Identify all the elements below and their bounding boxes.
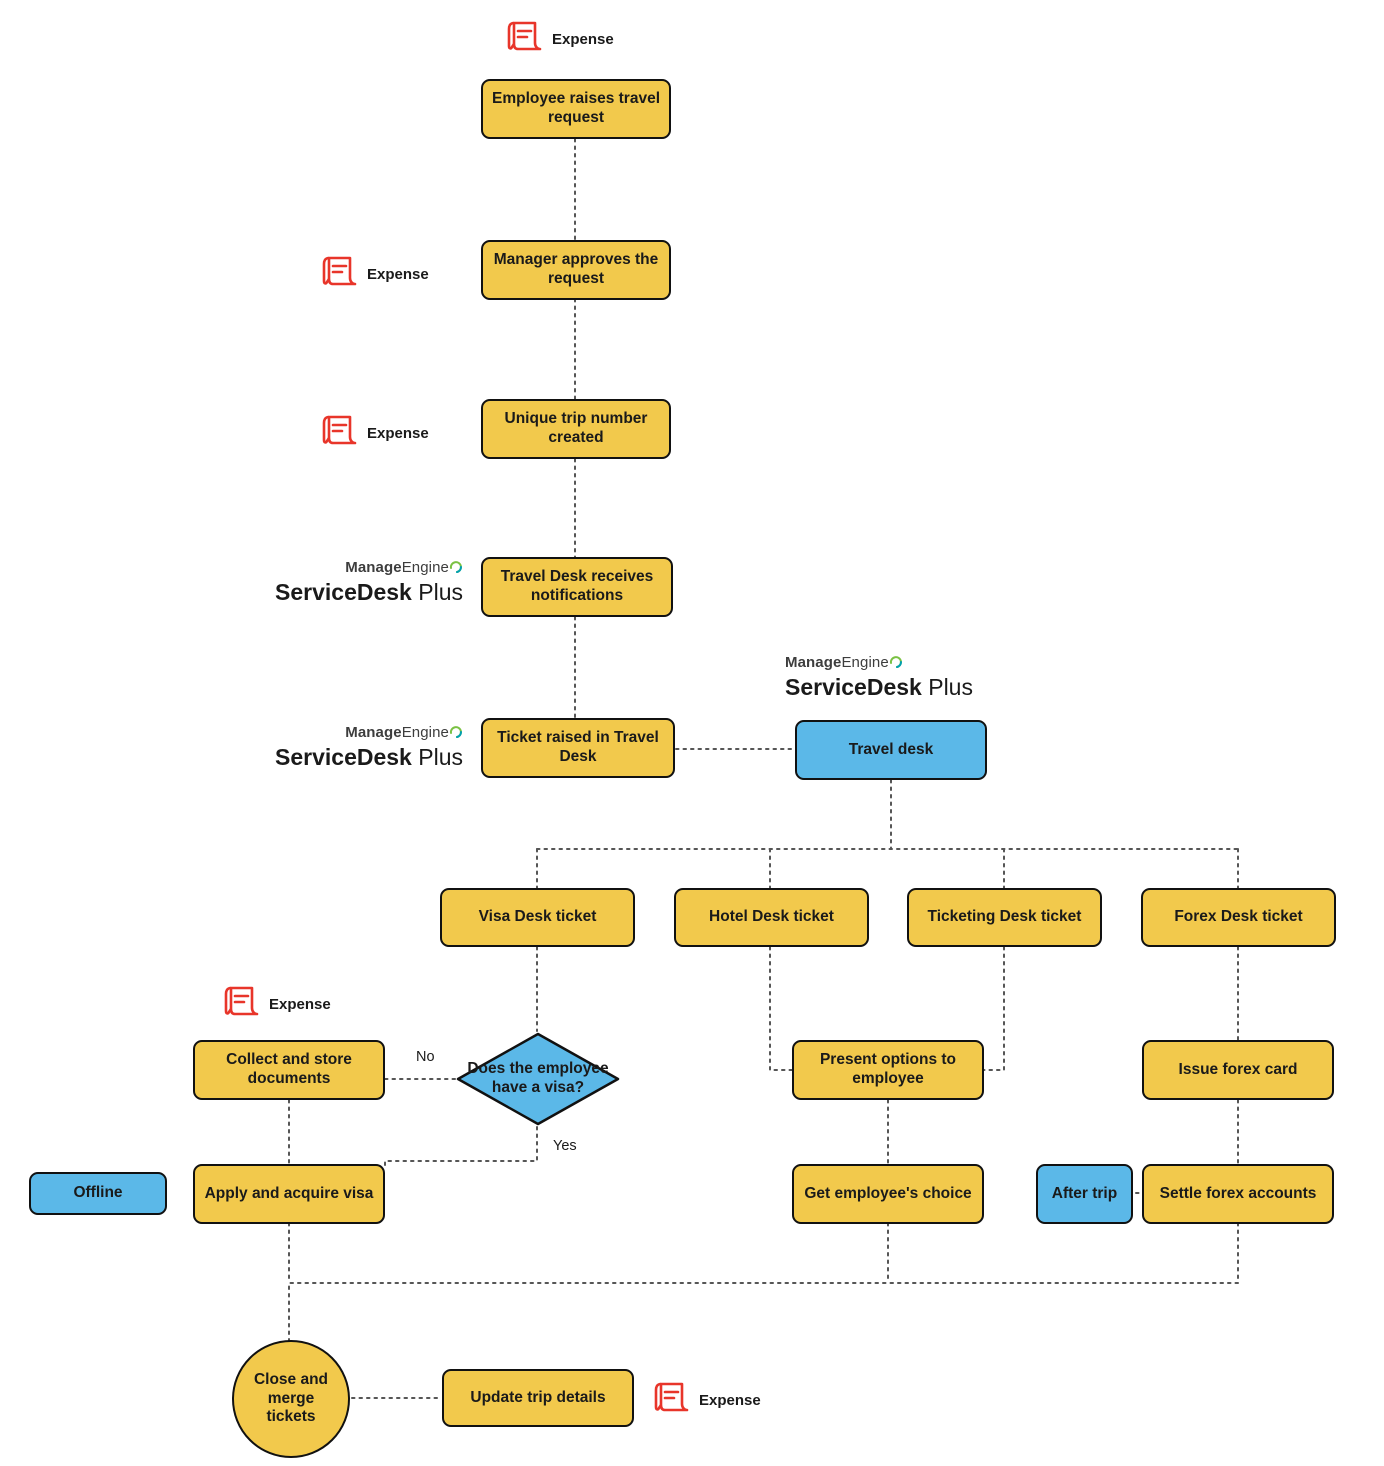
manageengine-wordmark — [253, 725, 463, 743]
manageengine-logo — [253, 560, 463, 604]
manageengine-engine: Engine — [841, 654, 889, 671]
node-present-options-to-employee[interactable]: Present options to employee — [792, 1040, 984, 1100]
servicedesk-plus-wordmark — [253, 745, 463, 769]
expense-tag-label: Expense — [552, 31, 614, 48]
servicedesk-text: ServiceDesk — [275, 578, 412, 605]
edge-label-yes: Yes — [553, 1138, 577, 1154]
manageengine-engine: Engine — [401, 724, 449, 741]
node-get-employees-choice[interactable]: Get employee's choice — [792, 1164, 984, 1224]
node-visa-decision[interactable] — [455, 1031, 621, 1127]
expense-tag — [652, 1379, 761, 1422]
node-after-trip[interactable]: After trip — [1036, 1164, 1133, 1224]
manageengine-swirl-icon — [889, 655, 903, 673]
manageengine-logo — [253, 725, 463, 769]
node-close-and-merge-tickets[interactable]: Close and merge tickets — [232, 1340, 350, 1458]
expense-tag-label: Expense — [367, 266, 429, 283]
node-apply-and-acquire-visa[interactable]: Apply and acquire visa — [193, 1164, 385, 1224]
node-travel-desk-receives-notifications[interactable]: Travel Desk receives notifications — [481, 557, 673, 617]
manageengine-engine: Engine — [401, 559, 449, 576]
expense-tag — [222, 983, 331, 1026]
expense-tag — [320, 412, 429, 455]
manageengine-logo — [785, 655, 995, 699]
expense-icon — [505, 18, 543, 61]
manageengine-manage: Manage — [785, 654, 842, 671]
plus-text: Plus — [411, 743, 463, 770]
node-forex-desk-ticket[interactable]: Forex Desk ticket — [1141, 888, 1336, 947]
servicedesk-plus-wordmark — [785, 675, 995, 699]
plus-text: Plus — [411, 578, 463, 605]
expense-icon — [652, 1379, 690, 1422]
expense-tag — [505, 18, 614, 61]
servicedesk-text: ServiceDesk — [275, 743, 412, 770]
node-settle-forex-accounts[interactable]: Settle forex accounts — [1142, 1164, 1334, 1224]
expense-icon — [320, 253, 358, 296]
node-employee-raises-travel-request[interactable]: Employee raises travel request — [481, 79, 671, 139]
node-unique-trip-number-created[interactable]: Unique trip number created — [481, 399, 671, 459]
node-ticketing-desk-ticket[interactable]: Ticketing Desk ticket — [907, 888, 1102, 947]
expense-tag-label: Expense — [367, 425, 429, 442]
servicedesk-text: ServiceDesk — [785, 673, 922, 700]
node-ticket-raised-in-travel-desk[interactable]: Ticket raised in Travel Desk — [481, 718, 675, 778]
node-travel-desk[interactable]: Travel desk — [795, 720, 987, 780]
expense-tag-label: Expense — [699, 1392, 761, 1409]
manageengine-manage: Manage — [345, 559, 402, 576]
manageengine-wordmark — [253, 560, 463, 578]
node-update-trip-details[interactable]: Update trip details — [442, 1369, 634, 1427]
edge-label-no: No — [416, 1049, 435, 1065]
manageengine-swirl-icon — [449, 560, 463, 578]
node-hotel-desk-ticket[interactable]: Hotel Desk ticket — [674, 888, 869, 947]
expense-icon — [222, 983, 260, 1026]
node-issue-forex-card[interactable]: Issue forex card — [1142, 1040, 1334, 1100]
manageengine-manage: Manage — [345, 724, 402, 741]
visa-decision-label: Does the employee have a visa? — [467, 1060, 609, 1096]
node-visa-desk-ticket[interactable]: Visa Desk ticket — [440, 888, 635, 947]
node-offline[interactable]: Offline — [29, 1172, 167, 1215]
expense-tag — [320, 253, 429, 296]
expense-tag-label: Expense — [269, 996, 331, 1013]
servicedesk-plus-wordmark — [253, 580, 463, 604]
manageengine-wordmark — [785, 655, 995, 673]
manageengine-swirl-icon — [449, 725, 463, 743]
node-manager-approves-request[interactable]: Manager approves the request — [481, 240, 671, 300]
expense-icon — [320, 412, 358, 455]
plus-text: Plus — [921, 673, 973, 700]
node-collect-and-store-documents[interactable]: Collect and store documents — [193, 1040, 385, 1100]
